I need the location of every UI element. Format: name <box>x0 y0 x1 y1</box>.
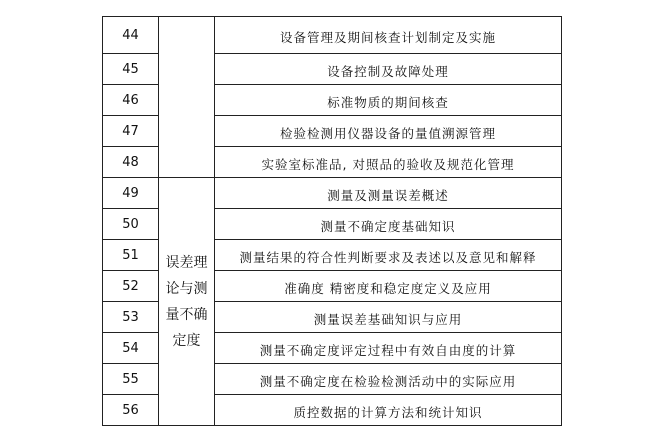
category-line: 量不确 <box>165 306 208 323</box>
category-cell-previous <box>159 17 215 178</box>
row-item: 设备管理及期间核查计划制定及实施 <box>215 17 562 54</box>
course-table <box>102 16 562 426</box>
row-item: 测量结果的符合性判断要求及表述以及意见和解释 <box>215 240 562 271</box>
row-item: 实验室标准品, 对照品的验收及规范化管理 <box>215 147 562 178</box>
row-item: 测量误差基础知识与应用 <box>215 302 562 333</box>
row-item: 测量不确定度在检验检测活动中的实际应用 <box>215 364 562 395</box>
row-item: 检验检测用仪器设备的量值溯源管理 <box>215 116 562 147</box>
row-number: 52 <box>103 271 159 302</box>
row-number: 56 <box>103 395 159 426</box>
row-number: 51 <box>103 240 159 271</box>
row-number: 48 <box>103 147 159 178</box>
row-item: 设备控制及故障处理 <box>215 54 562 85</box>
row-number: 44 <box>103 17 159 54</box>
row-number: 47 <box>103 116 159 147</box>
category-cell <box>159 178 215 426</box>
row-number: 45 <box>103 54 159 85</box>
row-item: 质控数据的计算方法和统计知识 <box>215 395 562 426</box>
category-line: 误差理 <box>165 254 208 271</box>
row-number: 50 <box>103 209 159 240</box>
course-table-container <box>102 16 562 426</box>
category-line: 论与测 <box>165 280 208 297</box>
row-number: 46 <box>103 85 159 116</box>
category-line: 定度 <box>172 332 201 349</box>
table-row <box>103 178 562 209</box>
row-item: 测量不确定度基础知识 <box>215 209 562 240</box>
row-item: 测量不确定度评定过程中有效自由度的计算 <box>215 333 562 364</box>
row-item: 测量及测量误差概述 <box>215 178 562 209</box>
row-number: 49 <box>103 178 159 209</box>
row-number: 54 <box>103 333 159 364</box>
row-number: 55 <box>103 364 159 395</box>
row-item: 标准物质的期间核查 <box>215 85 562 116</box>
row-item: 准确度 精密度和稳定度定义及应用 <box>215 271 562 302</box>
row-number: 53 <box>103 302 159 333</box>
table-row <box>103 17 562 54</box>
